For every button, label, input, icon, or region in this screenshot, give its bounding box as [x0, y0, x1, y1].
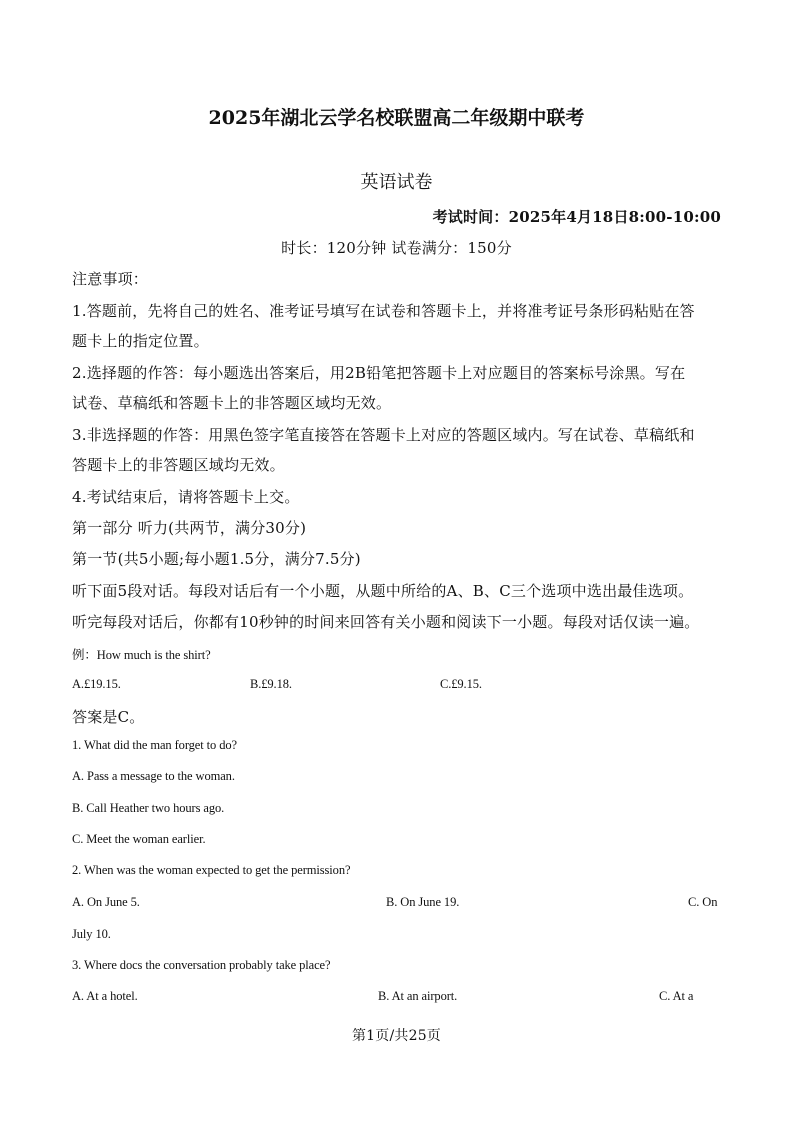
question-1-stem: 1. What did the man forget to do?	[72, 738, 237, 752]
exam-duration: 时长：120分钟 试卷满分：150分	[281, 239, 512, 257]
question-3-option-b: B. At an airport.	[378, 989, 458, 1003]
subject-title: 英语试卷	[360, 172, 433, 193]
question-1-option-a: A. Pass a message to the woman.	[72, 769, 235, 783]
example-option-a: A.£19.15.	[72, 677, 121, 691]
question-2-option-c-wrap: July 10.	[72, 927, 111, 941]
question-2-option-b: B. On June 19.	[386, 895, 460, 909]
instruction-line-1: 听下面5段对话。每段对话后有一个小题，从题中所给的A、B、C三个选项中选出最佳选项。	[72, 582, 694, 600]
page-number: 第1页/共25页	[351, 1028, 442, 1044]
exam-time: 考试时间：2025年4月18日8:00-10:00	[432, 208, 721, 226]
note-3-line-1: 3.非选择题的作答：用黑色签字笔直接答在答题卡上对应的答题区域内。写在试卷、草稿纸和	[72, 426, 695, 444]
question-1-option-b: B. Call Heather two hours ago.	[72, 801, 225, 815]
question-1-option-c: C. Meet the woman earlier.	[72, 832, 206, 846]
example-answer: 答案是C。	[72, 708, 145, 726]
part-1-heading: 第一部分 听力(共两节，满分30分)	[72, 519, 307, 537]
note-3-line-2: 答题卡上的非答题区域均无效。	[72, 456, 285, 474]
question-2-option-a: A. On June 5.	[72, 895, 140, 909]
question-3-stem: 3. Where docs the conversation probably take place?	[72, 958, 331, 972]
example-option-c: C.£9.15.	[440, 677, 482, 691]
question-2-stem: 2. When was the woman expected to get the permission?	[72, 863, 351, 877]
example-option-b: B.£9.18.	[250, 677, 292, 691]
note-4: 4.考试结束后，请将答题卡上交。	[72, 488, 300, 506]
notes-heading: 注意事项：	[72, 270, 149, 288]
question-3-option-a: A. At a hotel.	[72, 989, 138, 1003]
note-2-line-1: 2.选择题的作答：每小题选出答案后，用2B铅笔把答题卡上对应题目的答案标号涂黑。写在	[72, 364, 686, 382]
question-2-option-c: C. On	[688, 895, 718, 909]
instruction-line-2: 听完每段对话后，你都有10秒钟的时间来回答有关小题和阅读下一小题。每段对话仅读一遍。	[72, 613, 700, 631]
note-1-line-1: 1.答题前，先将自己的姓名、准考证号填写在试卷和答题卡上，并将准考证号条形码粘贴在答	[72, 302, 695, 320]
note-2-line-2: 试卷、草稿纸和答题卡上的非答题区域均无效。	[72, 394, 392, 412]
note-1-line-2: 题卡上的指定位置。	[72, 332, 209, 350]
example-question: 例：How much is the shirt?	[72, 648, 211, 662]
exam-title: 2025年湖北云学名校联盟高二年级期中联考	[208, 107, 585, 129]
section-1-heading: 第一节(共5小题;每小题1.5分，满分7.5分)	[72, 550, 361, 568]
question-3-option-c: C. At a	[659, 989, 694, 1003]
